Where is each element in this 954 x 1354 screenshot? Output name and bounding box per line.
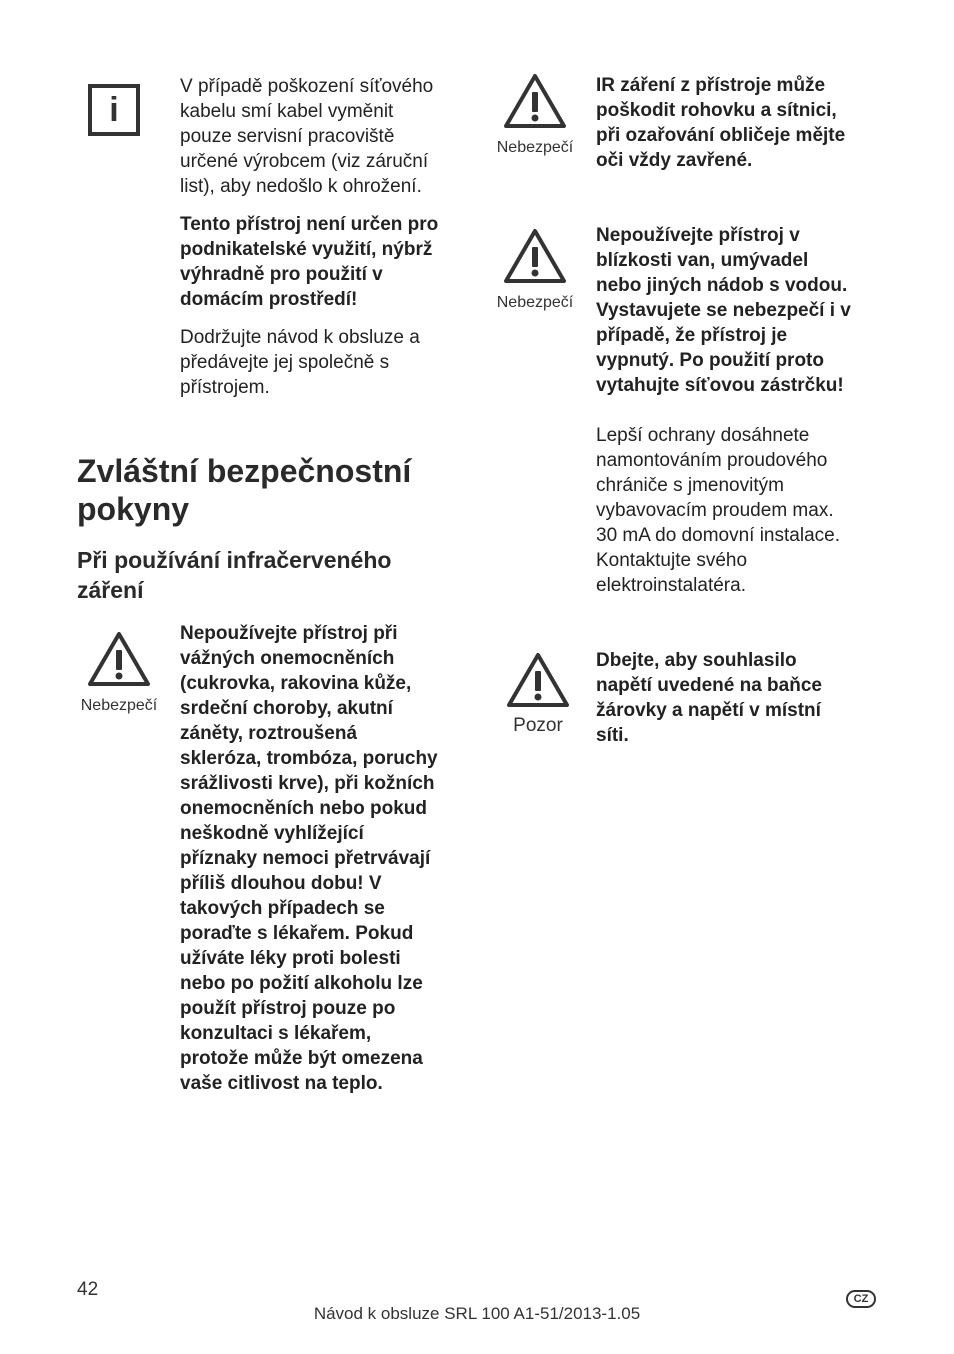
subheading-line: Při používání infračerveného [77, 547, 392, 573]
text-line: vytahujte síťovou zástrčku! [596, 375, 844, 396]
text-line: vážných onemocněních [180, 648, 395, 669]
text-line: nebo po požití alkoholu lze [180, 973, 423, 994]
text-line: podnikatelské využití, nýbrž [180, 239, 433, 260]
subsection-heading [77, 545, 497, 605]
domestic-use-paragraph [180, 212, 480, 312]
text-line: nebo jiných nádob s vodou. [596, 275, 848, 296]
text-line: určené výrobcem (viz záruční [180, 151, 429, 172]
text-line: takových případech se [180, 898, 385, 919]
text-line: (cukrovka, rakovina kůže, [180, 673, 412, 694]
info-paragraph [180, 74, 480, 199]
text-line: chrániče s jmenovitým [596, 475, 784, 496]
warning-triangle-icon [502, 72, 568, 130]
text-line: záněty, roztroušená [180, 723, 358, 744]
info-icon-glyph: i [109, 90, 119, 129]
text-line: blízkosti van, umývadel [596, 250, 809, 271]
text-line: žárovky a napětí v místní [596, 700, 821, 721]
text-line: použít přístroj pouze po [180, 998, 396, 1019]
danger-label: Nebezpečí [496, 139, 574, 156]
text-line: poškodit rohovku a sítnici, [596, 100, 837, 121]
ir-eye-warning-paragraph [596, 73, 896, 173]
water-warning-paragraph [596, 223, 896, 398]
text-line: skleróza, trombóza, poruchy [180, 748, 438, 769]
section-heading [77, 452, 497, 528]
warning-triangle-icon [502, 227, 568, 285]
text-line: Kontaktujte svého [596, 550, 748, 571]
text-line: vypnutý. Po použití proto [596, 350, 824, 371]
text-line: Tento přístroj není určen pro [180, 214, 439, 235]
text-line: srdeční choroby, akutní [180, 698, 393, 719]
text-line: předávejte jej společně s [180, 352, 390, 373]
text-line: napětí uvedené na baňce [596, 675, 822, 696]
page-number: 42 [77, 1279, 99, 1300]
danger-label: Nebezpečí [80, 697, 158, 714]
caution-label: Pozor [513, 715, 563, 736]
text-line: užíváte léky proti bolesti [180, 948, 401, 969]
text-line: případě, že přístroj je [596, 325, 788, 346]
text-line: vaše citlivost na teplo. [180, 1073, 383, 1094]
protection-paragraph [596, 423, 896, 598]
text-line: kabelu smí kabel vyměnit [180, 101, 394, 122]
text-line: V případě poškození síťového [180, 76, 434, 97]
text-line: 30 mA do domovní instalace. [596, 525, 840, 546]
heading-line: pokyny [77, 491, 190, 527]
warning-triangle-icon [86, 630, 152, 688]
text-line: protože může být omezena [180, 1048, 423, 1069]
text-line: pouze servisní pracoviště [180, 126, 395, 147]
subheading-line: záření [77, 577, 144, 603]
danger-label: Nebezpečí [496, 294, 574, 311]
text-line: Dodržujte návod k obsluze a [180, 327, 420, 348]
text-line: přístrojem. [180, 377, 270, 398]
voltage-caution-paragraph [596, 648, 896, 748]
heading-line: Zvláštní bezpečnostní [77, 453, 412, 489]
document-id: Návod k obsluze SRL 100 A1-51/2013-1.05 [313, 1304, 641, 1323]
text-line: příznaky nemoci přetrvávají [180, 848, 431, 869]
text-line: síti. [596, 725, 629, 746]
text-line: Lepší ochrany dosáhnete [596, 425, 810, 446]
text-line: list), aby nedošlo k ohrožení. [180, 176, 422, 197]
text-line: srážlivosti krve), při kožních [180, 773, 435, 794]
text-line: vybavovacím proudem max. [596, 500, 834, 521]
text-line: elektroinstalatéra. [596, 575, 746, 596]
text-line: onemocněních nebo pokud [180, 798, 428, 819]
ir-warning-paragraph [180, 621, 480, 1096]
text-line: IR záření z přístroje může [596, 75, 826, 96]
text-line: příliš dlouhou dobu! V [180, 873, 382, 894]
text-line: poraďte s lékařem. Pokud [180, 923, 414, 944]
text-line: namontováním proudového [596, 450, 828, 471]
text-line: Nepoužívejte přístroj při [180, 623, 398, 644]
language-badge: CZ [846, 1290, 876, 1308]
text-line: konzultaci s lékařem, [180, 1023, 372, 1044]
text-line: při ozařování obličeje mějte [596, 125, 846, 146]
text-line: výhradně pro použití v [180, 264, 383, 285]
manual-paragraph [180, 325, 480, 400]
text-line: oči vždy zavřené. [596, 150, 753, 171]
text-line: Nepoužívejte přístroj v [596, 225, 800, 246]
text-line: neškodně vyhlížející [180, 823, 364, 844]
text-line: Vystavujete se nebezpečí i v [596, 300, 851, 321]
text-line: domácím prostředí! [180, 289, 358, 310]
caution-triangle-icon [505, 651, 571, 709]
info-icon [88, 84, 140, 136]
text-line: Dbejte, aby souhlasilo [596, 650, 797, 671]
